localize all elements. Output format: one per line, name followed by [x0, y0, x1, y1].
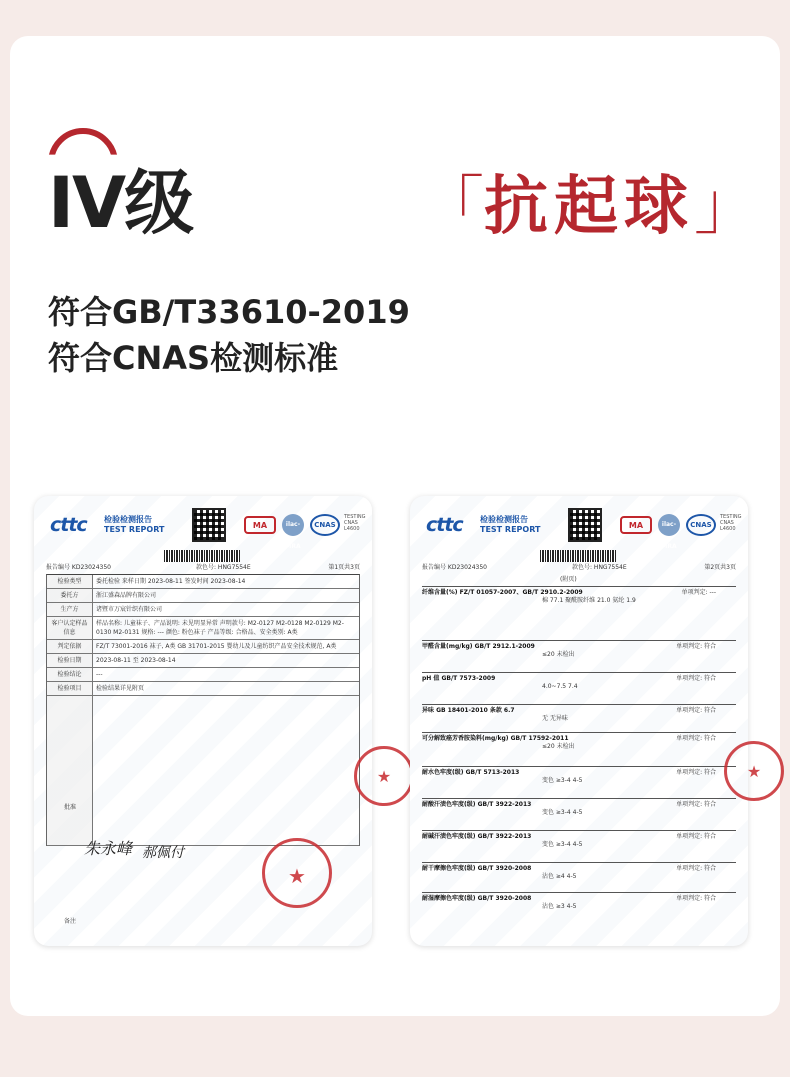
report-number: 报告编号 KD23024350 — [422, 564, 488, 571]
report-title: 检验检测报告 TEST REPORT — [104, 515, 165, 534]
cma-mark-icon: MA — [620, 516, 652, 534]
edge-stamp-icon: ★ — [724, 741, 784, 801]
barcode-icon — [164, 550, 240, 562]
test-report-page-2[interactable] — [410, 496, 762, 946]
title-text: 抗起球 — [484, 170, 694, 244]
standard-cnas: 符合CNAS检测标准 — [48, 339, 339, 377]
section-dry-rub: 耐干摩擦色牢度(级) GB/T 3920-2008 沾色 ≥4 4-5 单项判定: 符合 — [422, 862, 736, 890]
table-row: 客户认定样品信息 样品名称: 儿童袜子、产品说明: 未见明显异常 声明款号: M2-0127 M2-0128 M2-0129 M2-0130 M2-0131 规格: --- 颜色: 粉色袜子 产品等级: 合格品、安全类别: A类 — [47, 617, 359, 640]
section-formaldehyde: 甲醛含量(mg/kg) GB/T 2912.1-2009 ≤20 未检出 单项判定: 符合 — [422, 640, 736, 670]
barcode-icon — [540, 550, 616, 562]
page-number: 第2页共3页 — [704, 564, 736, 571]
testing-label: TESTING CNAS L4600 — [344, 514, 366, 532]
cttc-logo: cttc — [426, 514, 463, 536]
feature-title — [420, 170, 758, 244]
table-row: 委托方 浙江盛森品牌有限公司 — [47, 589, 359, 603]
section-alkali-fastness: 耐碱汗渍色牢度(级) GB/T 3922-2013 变色 ≥3-4 4-5 单项判定: 符合 — [422, 830, 736, 860]
ilac-mark-icon: ilac-MRA — [282, 514, 304, 536]
table-row-approval — [47, 696, 359, 846]
table-row: 检验结论 --- — [47, 668, 359, 682]
section-azo: 可分解致癌芳香胺染料(mg/kg) GB/T 17592-2011 ≤20 未检出 单项判定: 符合 — [422, 732, 736, 764]
style-number: 款色号: HNG7554E — [572, 564, 627, 571]
report-number: 报告编号 KD23024350 — [46, 564, 112, 571]
title-bracket-close: 」 — [694, 170, 758, 244]
table-row: 检验项目 检验结果详见附页 — [47, 682, 359, 696]
report-title: 检验检测报告 TEST REPORT — [480, 515, 541, 534]
title-bracket-open: 「 — [420, 170, 484, 244]
approve-label: 批准 — [64, 804, 77, 811]
qr-code-icon — [192, 508, 226, 542]
section-ph: pH 值 GB/T 7573-2009 4.0~7.5 7.4 单项判定: 符合 — [422, 672, 736, 702]
testing-label: TESTING CNAS L4600 — [720, 514, 742, 532]
report-meta — [422, 562, 736, 572]
style-number: 款色号: HNG7554E — [196, 564, 251, 571]
official-stamp-icon: ★ — [262, 838, 332, 908]
cma-mark-icon: MA — [244, 516, 276, 534]
qr-code-icon — [568, 508, 602, 542]
section-wet-rub: 耐湿摩擦色牢度(级) GB/T 3920-2008 沾色 ≥3 4-5 单项判定: 符合 — [422, 892, 736, 922]
grade-label: IV级 — [48, 162, 193, 244]
table-row: 检验类型 委托检验 来样日期 2023-08-11 签发时间 2023-08-14 — [47, 575, 359, 589]
appendix-label: (附页) — [560, 576, 577, 583]
report-meta — [46, 562, 360, 572]
table-row: 判定依据 FZ/T 73001-2016 袜子, A类 GB 31701-2015 婴幼儿及儿童纺织产品安全技术规范, A类 — [47, 640, 359, 654]
report-header — [422, 510, 742, 550]
section-odor: 异味 GB 18401-2010 条款 6.7 无 无异味 单项判定: 符合 — [422, 704, 736, 730]
table-row: 检验日期 2023-08-11 至 2023-08-14 — [47, 654, 359, 668]
signature-2: 郝佩付 — [142, 845, 184, 861]
report-header — [46, 510, 366, 550]
report-table — [46, 574, 360, 846]
edge-stamp-icon: ★ — [354, 746, 414, 806]
cnas-mark-icon: CNAS — [310, 514, 340, 536]
table-row: 生产方 诸暨市万宸针织有限公司 — [47, 603, 359, 617]
section-fiber: 纤维含量(%) FZ/T 01057-2007、GB/T 2910.2-2009 棉 77.1 聚酰胺纤维 21.0 氨纶 1.9 单项判定: --- — [422, 586, 736, 638]
note-label: 备注 — [64, 918, 77, 925]
page-number: 第1页共3页 — [328, 564, 360, 571]
signature-1: 朱永峰 — [84, 839, 133, 858]
standard-gb: 符合GB/T33610-2019 — [48, 293, 410, 331]
cttc-logo: cttc — [50, 514, 87, 536]
ilac-mark-icon: ilac-MRA — [658, 514, 680, 536]
cnas-mark-icon: CNAS — [686, 514, 716, 536]
section-acid-fastness: 耐酸汗渍色牢度(级) GB/T 3922-2013 变色 ≥3-4 4-5 单项判定: 符合 — [422, 798, 736, 828]
test-report-page-1[interactable] — [34, 496, 392, 946]
section-water-fastness: 耐水色牢度(级) GB/T 5713-2013 变色 ≥3-4 4-5 单项判定: 符合 — [422, 766, 736, 796]
